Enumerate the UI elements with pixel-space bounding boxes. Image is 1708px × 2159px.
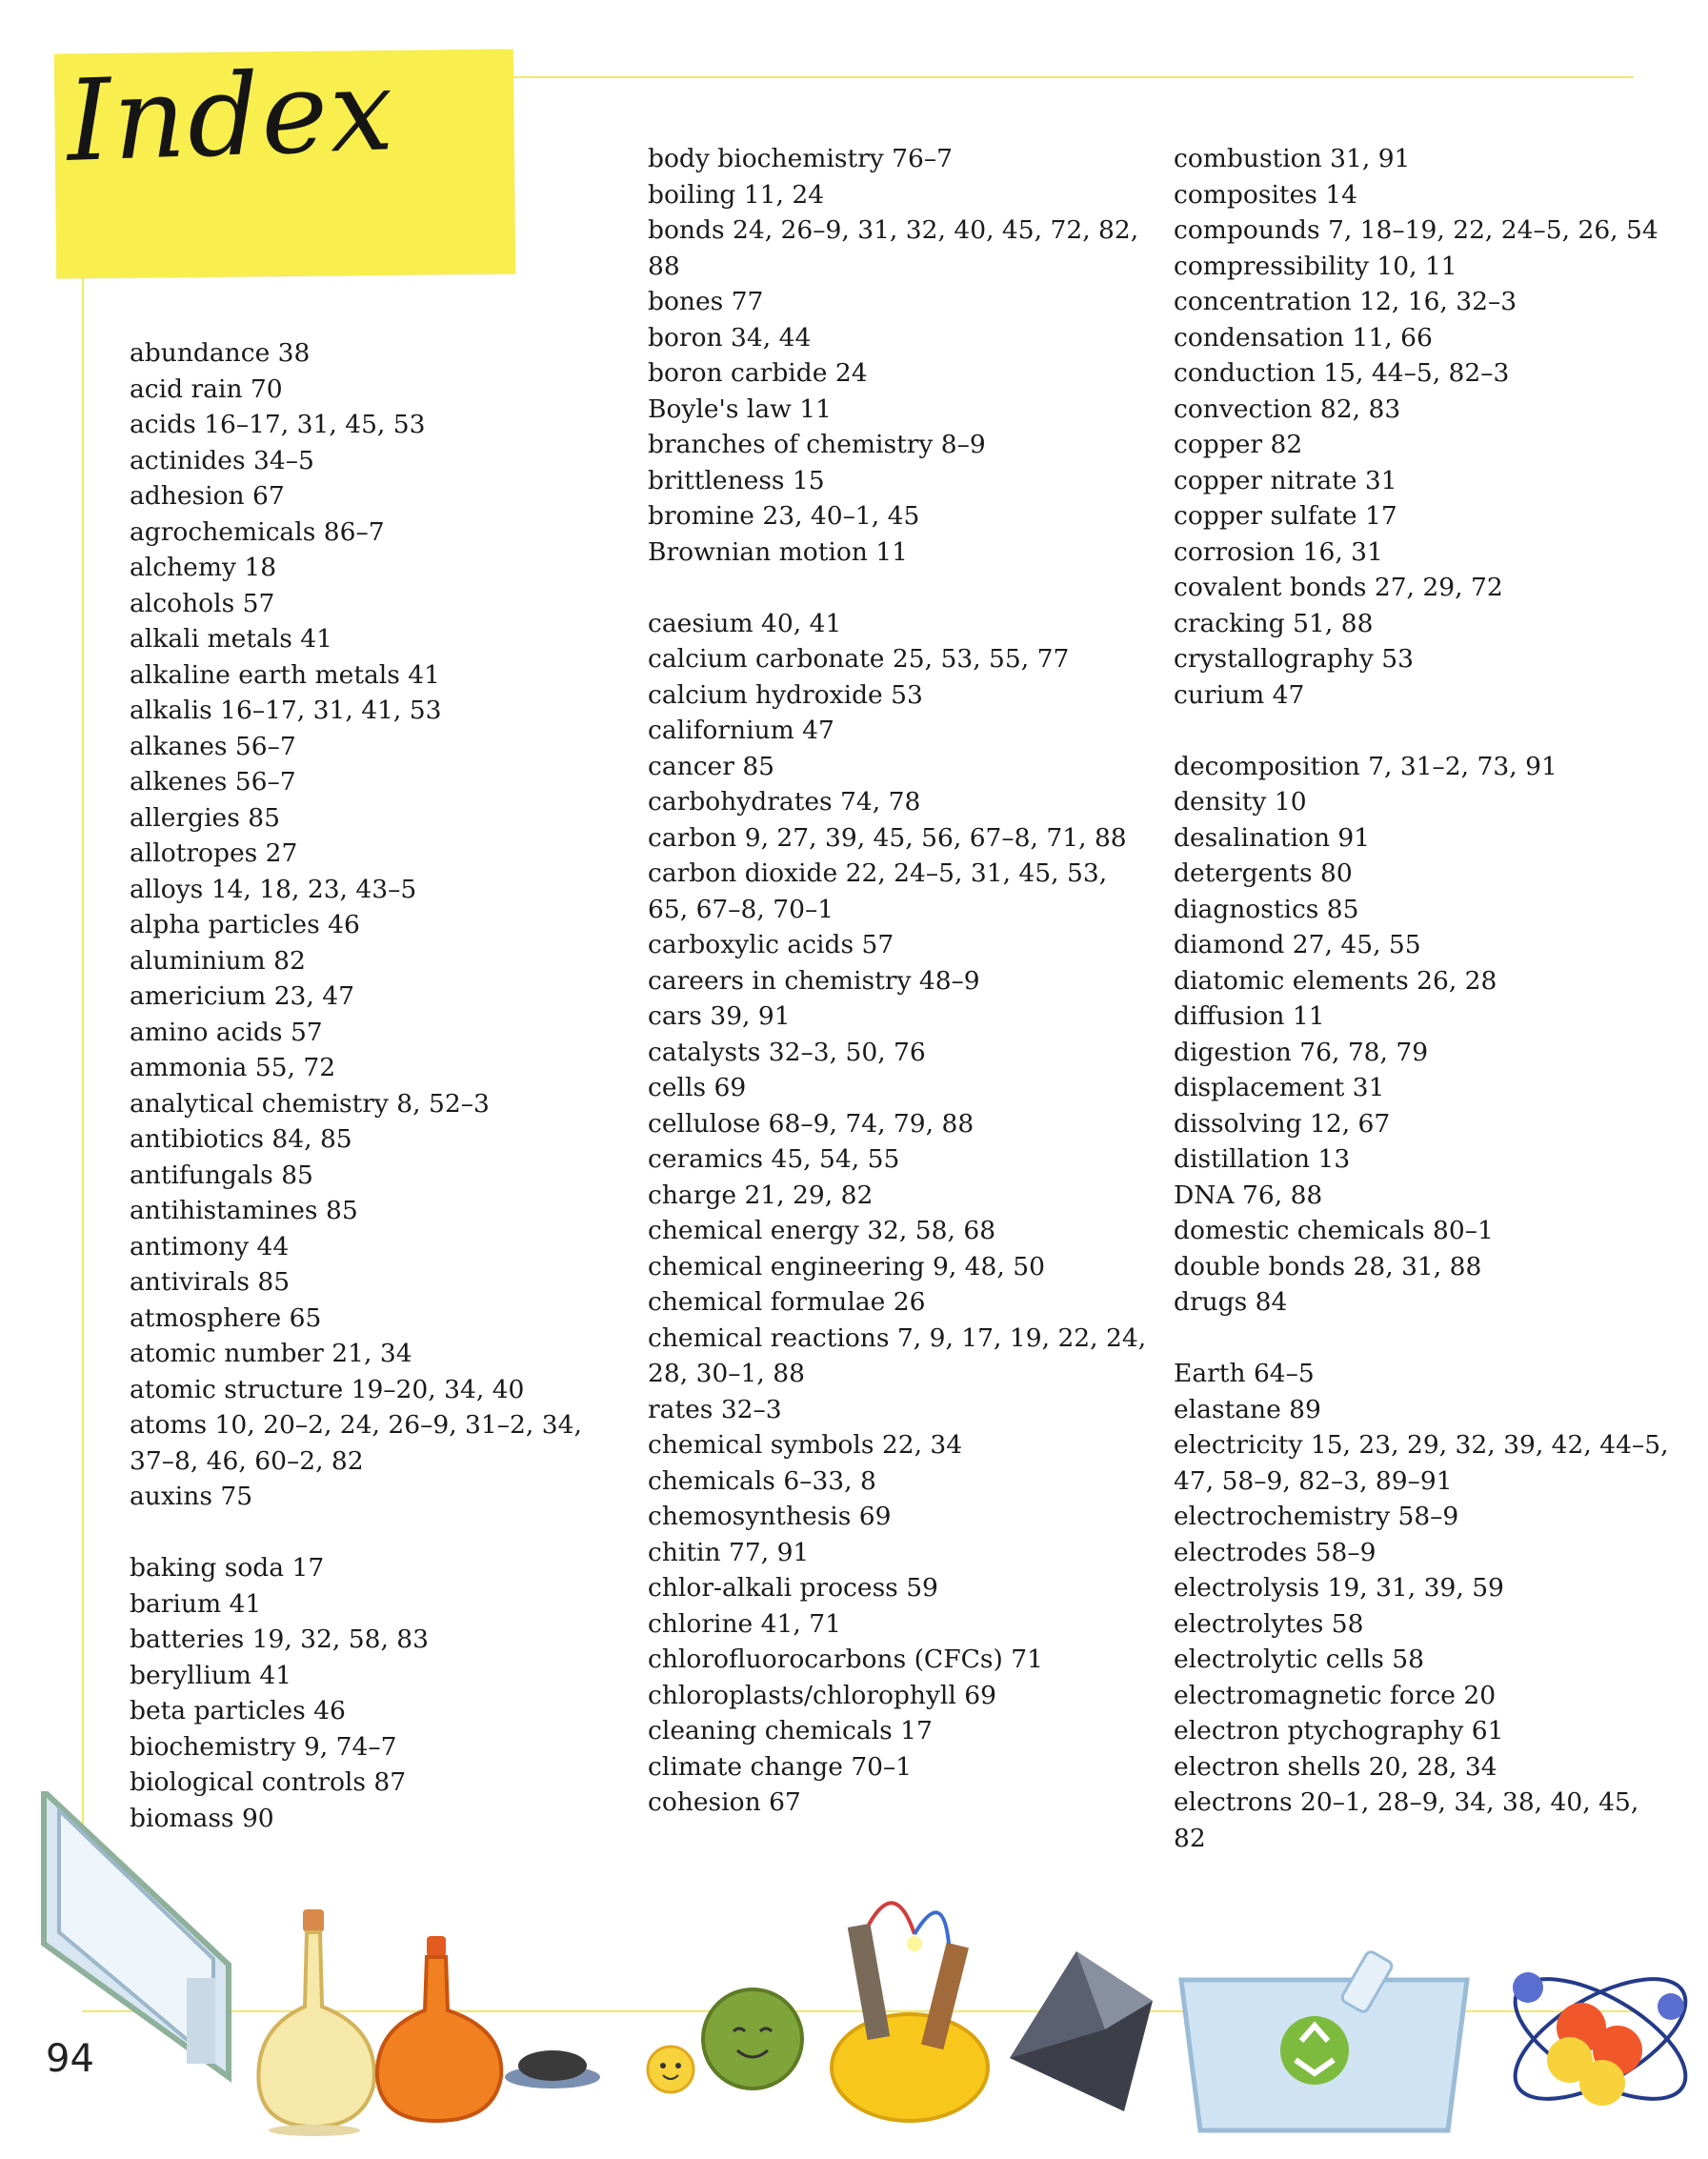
frame-top-line — [510, 76, 1634, 78]
index-entry: antimony 44 — [130, 1231, 290, 1261]
page-number: 94 — [46, 2037, 94, 2081]
index-entry: boiling 11, 24 — [648, 179, 825, 210]
index-entry: electrodes 58–9 — [1174, 1537, 1376, 1567]
index-entry: diatomic elements 26, 28 — [1174, 965, 1497, 996]
index-entry: agrochemicals 86–7 — [130, 516, 385, 547]
index-entry: careers in chemistry 48–9 — [648, 965, 980, 996]
index-entry: chemosynthesis 69 — [648, 1502, 892, 1531]
index-entry: condensation 11, 66 — [1174, 322, 1433, 353]
index-entry: calcium hydroxide 53 — [648, 679, 923, 710]
index-entry: digestion 76, 78, 79 — [1174, 1037, 1429, 1067]
index-entry: aluminium 82 — [130, 945, 306, 976]
index-entry: atmosphere 65 — [130, 1302, 322, 1333]
index-entry: chlor-alkali process 59 — [648, 1573, 938, 1603]
index-entry: electrolytes 58 — [1174, 1608, 1364, 1639]
index-entry: bones 77 — [648, 287, 764, 316]
index-entry: antifungals 85 — [130, 1160, 313, 1190]
index-entry: convection 82, 83 — [1174, 393, 1401, 424]
index-entry: cracking 51, 88 — [1174, 608, 1374, 638]
index-entry: carbon dioxide 22, 24–5, 31, 45, 53, — [648, 858, 1108, 888]
index-entry: displacement 31 — [1174, 1073, 1385, 1102]
index-entry: boron carbide 24 — [648, 358, 868, 388]
index-entry: baking soda 17 — [130, 1553, 325, 1583]
index-entry: allotropes 27 — [130, 838, 298, 868]
index-entry: distillation 13 — [1174, 1144, 1351, 1174]
index-entry: branches of chemistry 8–9 — [648, 430, 986, 459]
index-entry: compressibility 10, 11 — [1174, 251, 1457, 281]
index-entry: dissolving 12, 67 — [1174, 1108, 1391, 1139]
index-entry: electrolytic cells 58 — [1174, 1644, 1425, 1674]
index-entry: brittleness 15 — [648, 465, 825, 495]
index-entry: atomic structure 19–20, 34, 40 — [130, 1374, 525, 1404]
index-entry: 65, 67–8, 70–1 — [648, 894, 834, 924]
index-entry: bromine 23, 40–1, 45 — [648, 501, 920, 531]
index-entry: curium 47 — [1174, 679, 1305, 710]
index-entry: covalent bonds 27, 29, 72 — [1174, 573, 1503, 602]
index-entry: antihistamines 85 — [130, 1196, 358, 1225]
index-entry: drugs 84 — [1174, 1287, 1288, 1317]
index-entry: crystallography 53 — [1174, 644, 1415, 674]
index-entry: adhesion 67 — [130, 481, 285, 511]
index-entry: chlorine 41, 71 — [648, 1608, 841, 1639]
index-entry: corrosion 16, 31 — [1174, 536, 1383, 567]
index-entry: californium 47 — [648, 716, 834, 745]
group-gap — [648, 570, 1146, 606]
index-entry: DNA 76, 88 — [1174, 1180, 1323, 1210]
index-entry: ammonia 55, 72 — [130, 1053, 336, 1082]
powder-dish-illustration — [505, 2050, 600, 2088]
index-column-3 — [1174, 141, 1669, 1856]
index-entry: Brownian motion 11 — [648, 536, 908, 567]
index-entry: electrochemistry 58–9 — [1174, 1502, 1459, 1531]
index-entry: electromagnetic force 20 — [1174, 1680, 1497, 1710]
atom-illustration — [1497, 1955, 1703, 2123]
index-entry: bonds 24, 26–9, 31, 32, 40, 45, 72, 82, — [648, 215, 1139, 245]
index-entry: 47, 58–9, 82–3, 89–91 — [1174, 1465, 1453, 1496]
index-entry: composites 14 — [1174, 179, 1357, 210]
index-entry: antibiotics 84, 85 — [130, 1124, 352, 1154]
group-gap — [1174, 713, 1669, 749]
index-entry: climate change 70–1 — [648, 1751, 913, 1782]
index-entry: chemical engineering 9, 48, 50 — [648, 1251, 1045, 1281]
index-entry: electron ptychography 61 — [1174, 1716, 1504, 1745]
index-entry: acids 16–17, 31, 45, 53 — [130, 410, 426, 439]
index-entry: domestic chemicals 80–1 — [1174, 1216, 1494, 1245]
index-entry: detergents 80 — [1174, 858, 1353, 888]
index-entry: body biochemistry 76–7 — [648, 144, 954, 173]
index-entry: elastane 89 — [1174, 1394, 1321, 1424]
index-entry: cleaning chemicals 17 — [648, 1716, 933, 1745]
index-entry: compounds 7, 18–19, 22, 24–5, 26, 54 — [1174, 215, 1658, 245]
index-entry: catalysts 32–3, 50, 76 — [648, 1037, 926, 1067]
index-entry: cellulose 68–9, 74, 79, 88 — [648, 1108, 975, 1139]
index-entry: rates 32–3 — [648, 1394, 782, 1424]
index-entry: alkalis 16–17, 31, 41, 53 — [130, 696, 442, 725]
green-ball-illustration — [703, 1989, 802, 2088]
index-entry: charge 21, 29, 82 — [648, 1180, 874, 1210]
index-entry: chloroplasts/chlorophyll 69 — [648, 1680, 997, 1710]
index-entry: abundance 38 — [130, 338, 311, 368]
index-entry: biological controls 87 — [130, 1767, 407, 1797]
index-entry: biomass 90 — [130, 1803, 274, 1833]
index-entry: chemical energy 32, 58, 68 — [648, 1216, 996, 1245]
frame-left-line — [82, 276, 84, 1848]
window-pane-illustration — [44, 1791, 229, 2077]
orange-flask-illustration — [377, 1936, 501, 2121]
index-entry: beryllium 41 — [130, 1660, 292, 1690]
index-entry: alkaline earth metals 41 — [130, 659, 441, 690]
index-entry: atomic number 21, 34 — [130, 1339, 412, 1368]
index-entry: copper nitrate 31 — [1174, 465, 1397, 495]
index-entry: density 10 — [1174, 787, 1307, 817]
index-entry: actinides 34–5 — [130, 445, 314, 475]
index-entry: antivirals 85 — [130, 1267, 291, 1297]
index-entry: acid rain 70 — [130, 373, 283, 404]
index-entry: alloys 14, 18, 23, 43–5 — [130, 874, 417, 904]
index-entry: electrons 20–1, 28–9, 34, 38, 40, 45, — [1174, 1787, 1639, 1817]
index-column-2 — [648, 141, 1146, 1821]
index-entry: alkenes 56–7 — [130, 767, 296, 797]
yellow-particle-illustration — [648, 2047, 693, 2092]
index-entry: cohesion 67 — [648, 1787, 801, 1817]
index-entry: cars 39, 91 — [648, 1001, 791, 1031]
index-entry: 88 — [648, 251, 680, 281]
index-entry: chlorofluorocarbons (CFCs) 71 — [648, 1644, 1043, 1674]
index-entry: alpha particles 46 — [130, 910, 360, 939]
index-entry: double bonds 28, 31, 88 — [1174, 1251, 1482, 1281]
index-entry: chemicals 6–33, 8 — [648, 1465, 876, 1496]
index-entry: barium 41 — [130, 1588, 262, 1619]
page-title: Index — [64, 44, 397, 187]
index-entry: chemical formulae 26 — [648, 1287, 926, 1317]
index-entry: copper sulfate 17 — [1174, 501, 1397, 531]
index-entry: batteries 19, 32, 58, 83 — [130, 1624, 430, 1654]
index-entry: amino acids 57 — [130, 1017, 323, 1047]
index-entry: electron shells 20, 28, 34 — [1174, 1751, 1497, 1782]
index-entry: diamond 27, 45, 55 — [1174, 930, 1421, 959]
index-entry: cells 69 — [648, 1073, 747, 1102]
index-entry: alkanes 56–7 — [130, 731, 296, 761]
index-entry: beta particles 46 — [130, 1696, 346, 1725]
index-entry: decomposition 7, 31–2, 73, 91 — [1174, 751, 1557, 781]
index-entry: chemical reactions 7, 9, 17, 19, 22, 24, — [648, 1322, 1147, 1353]
index-entry: 37–8, 46, 60–2, 82 — [130, 1445, 364, 1476]
index-entry: auxins 75 — [130, 1482, 253, 1511]
index-entry: Boyle's law 11 — [648, 393, 832, 424]
index-entry: diffusion 11 — [1174, 1001, 1325, 1031]
group-gap — [1174, 1321, 1669, 1357]
index-entry: chitin 77, 91 — [648, 1537, 810, 1567]
index-entry: alcohols 57 — [130, 588, 275, 618]
index-entry: electricity 15, 23, 29, 32, 39, 42, 44–5, — [1174, 1430, 1669, 1460]
index-entry: 82 — [1174, 1823, 1206, 1853]
index-column-1 — [130, 335, 582, 1836]
index-entry: diagnostics 85 — [1174, 894, 1359, 924]
index-entry: carbohydrates 74, 78 — [648, 787, 921, 817]
index-entry: ceramics 45, 54, 55 — [648, 1144, 900, 1174]
index-entry: boron 34, 44 — [648, 322, 812, 353]
index-entry: caesium 40, 41 — [648, 608, 842, 638]
lemon-battery-illustration — [832, 1903, 988, 2121]
recycling-bin-illustration — [1181, 1950, 1467, 2130]
index-entry: 28, 30–1, 88 — [648, 1359, 805, 1388]
index-entry: combustion 31, 91 — [1174, 144, 1411, 173]
index-entry: atoms 10, 20–2, 24, 26–9, 31–2, 34, — [130, 1410, 582, 1440]
index-entry: allergies 85 — [130, 802, 280, 833]
index-entry: alkali metals 41 — [130, 624, 332, 654]
index-entry: copper 82 — [1174, 430, 1303, 459]
yellow-flask-illustration — [258, 1909, 374, 2136]
index-entry: biochemistry 9, 74–7 — [130, 1731, 397, 1762]
index-entry: carbon 9, 27, 39, 45, 56, 67–8, 71, 88 — [648, 822, 1127, 853]
index-entry: americium 23, 47 — [130, 981, 354, 1011]
index-entry: desalination 91 — [1174, 822, 1371, 853]
index-entry: alchemy 18 — [130, 553, 277, 582]
group-gap — [130, 1515, 582, 1551]
index-entry: conduction 15, 44–5, 82–3 — [1174, 358, 1510, 388]
index-entry: calcium carbonate 25, 53, 55, 77 — [648, 644, 1070, 674]
index-entry: carboxylic acids 57 — [648, 930, 894, 959]
index-entry: Earth 64–5 — [1174, 1359, 1315, 1388]
index-entry: electrolysis 19, 31, 39, 59 — [1174, 1573, 1504, 1603]
index-entry: concentration 12, 16, 32–3 — [1174, 287, 1517, 316]
index-entry: cancer 85 — [648, 751, 775, 781]
index-entry: chemical symbols 22, 34 — [648, 1430, 963, 1460]
crystal-illustration — [1010, 1951, 1153, 2111]
illustration-strip — [0, 1791, 1708, 2159]
index-entry: analytical chemistry 8, 52–3 — [130, 1088, 490, 1119]
